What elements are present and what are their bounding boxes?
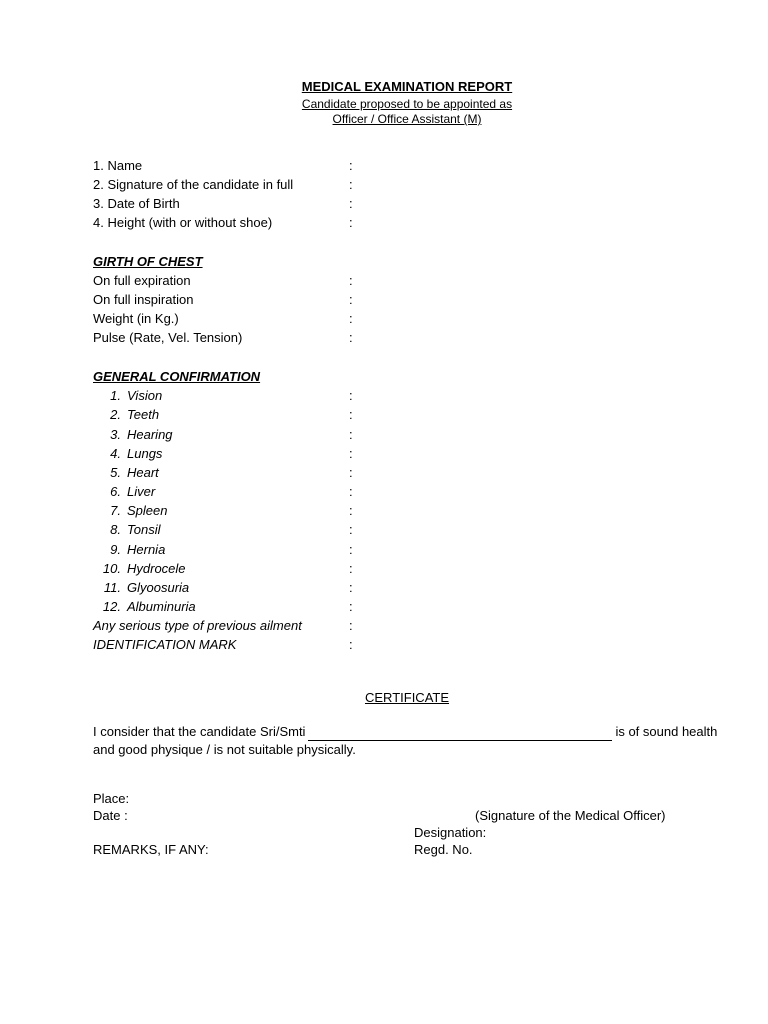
- colon: :: [349, 599, 353, 614]
- item-number: 7.: [110, 503, 121, 518]
- item-number: 5.: [110, 465, 121, 480]
- designation-label: Designation:: [414, 825, 487, 840]
- colon: :: [349, 522, 353, 537]
- colon: :: [349, 484, 353, 499]
- item-label: Lungs: [127, 446, 163, 461]
- item-label: Vision: [127, 388, 163, 403]
- subtitle-line-1: Candidate proposed to be appointed as: [301, 97, 513, 111]
- colon: :: [349, 637, 353, 652]
- place-label: Place:: [93, 791, 130, 806]
- certificate-heading: CERTIFICATE: [364, 690, 450, 705]
- list-item: [93, 559, 186, 578]
- date-label: Date :: [93, 808, 128, 823]
- colon: :: [349, 618, 353, 633]
- item-label: Teeth: [127, 407, 160, 422]
- item-label: Heart: [127, 465, 159, 480]
- colon: :: [349, 273, 353, 288]
- colon: :: [349, 311, 353, 326]
- chest-heading: GIRTH OF CHEST: [93, 254, 203, 269]
- item-number: 2.: [110, 407, 121, 422]
- colon: :: [349, 292, 353, 307]
- list-item: [93, 482, 155, 501]
- certificate-line-2: and good physique / is not suitable physically.: [93, 742, 356, 757]
- list-item: [93, 444, 162, 463]
- item-number: 9.: [110, 542, 121, 557]
- list-item: [93, 520, 160, 539]
- colon: :: [349, 177, 353, 192]
- item-label: Hearing: [127, 427, 173, 442]
- item-label: Hernia: [127, 542, 166, 557]
- item-number: 10.: [102, 561, 121, 576]
- certificate-text-start: I consider that the candidate Sri/Smti: [93, 724, 306, 739]
- chest-item: On full inspiration: [93, 292, 194, 307]
- page-title: MEDICAL EXAMINATION REPORT: [301, 79, 513, 94]
- list-item: [93, 578, 189, 597]
- field-name-label: 1. Name: [93, 158, 143, 173]
- list-item: [93, 425, 173, 444]
- item-label: Albuminuria: [127, 599, 196, 614]
- list-item: [93, 540, 165, 559]
- colon: :: [349, 580, 353, 595]
- colon: :: [349, 330, 353, 345]
- previous-ailment-label: Any serious type of previous ailment: [93, 618, 302, 633]
- colon: :: [349, 196, 353, 211]
- item-number: 12.: [102, 599, 121, 614]
- item-number: 11.: [103, 580, 121, 595]
- list-item: [93, 463, 159, 482]
- item-number: 4.: [110, 446, 121, 461]
- item-label: Tonsil: [127, 522, 161, 537]
- item-label: Liver: [127, 484, 156, 499]
- item-number: 3.: [110, 427, 121, 442]
- colon: :: [349, 388, 353, 403]
- field-height-label: 4. Height (with or without shoe): [93, 215, 273, 230]
- item-number: 8.: [110, 522, 121, 537]
- remarks-label: REMARKS, IF ANY:: [93, 842, 209, 857]
- list-item: [93, 386, 162, 405]
- candidate-name-blank[interactable]: [308, 726, 612, 741]
- colon: :: [349, 561, 353, 576]
- colon: :: [349, 215, 353, 230]
- item-number: 1.: [110, 388, 121, 403]
- list-item: [93, 405, 159, 424]
- field-dob-label: 3. Date of Birth: [93, 196, 180, 211]
- colon: :: [349, 427, 353, 442]
- chest-item: On full expiration: [93, 273, 191, 288]
- colon: :: [349, 158, 353, 173]
- item-label: Hydrocele: [127, 561, 186, 576]
- regd-no-label: Regd. No.: [414, 842, 473, 857]
- signature-label: (Signature of the Medical Officer): [475, 808, 666, 823]
- item-label: Glyoosuria: [127, 580, 190, 595]
- colon: :: [349, 407, 353, 422]
- identification-mark-label: IDENTIFICATION MARK: [93, 637, 237, 652]
- chest-item: Weight (in Kg.): [93, 311, 179, 326]
- certificate-line-1: [93, 722, 717, 741]
- general-heading: GENERAL CONFIRMATION: [93, 369, 261, 384]
- colon: :: [349, 465, 353, 480]
- field-signature-label: 2. Signature of the candidate in full: [93, 177, 294, 192]
- item-label: Spleen: [127, 503, 168, 518]
- colon: :: [349, 503, 353, 518]
- subtitle-line-2: Officer / Office Assistant (M): [332, 112, 482, 126]
- colon: :: [349, 542, 353, 557]
- chest-item: Pulse (Rate, Vel. Tension): [93, 330, 243, 345]
- colon: :: [349, 446, 353, 461]
- item-number: 6.: [110, 484, 121, 499]
- certificate-text-end: is of sound health: [615, 724, 718, 739]
- list-item: [93, 597, 196, 616]
- list-item: [93, 501, 167, 520]
